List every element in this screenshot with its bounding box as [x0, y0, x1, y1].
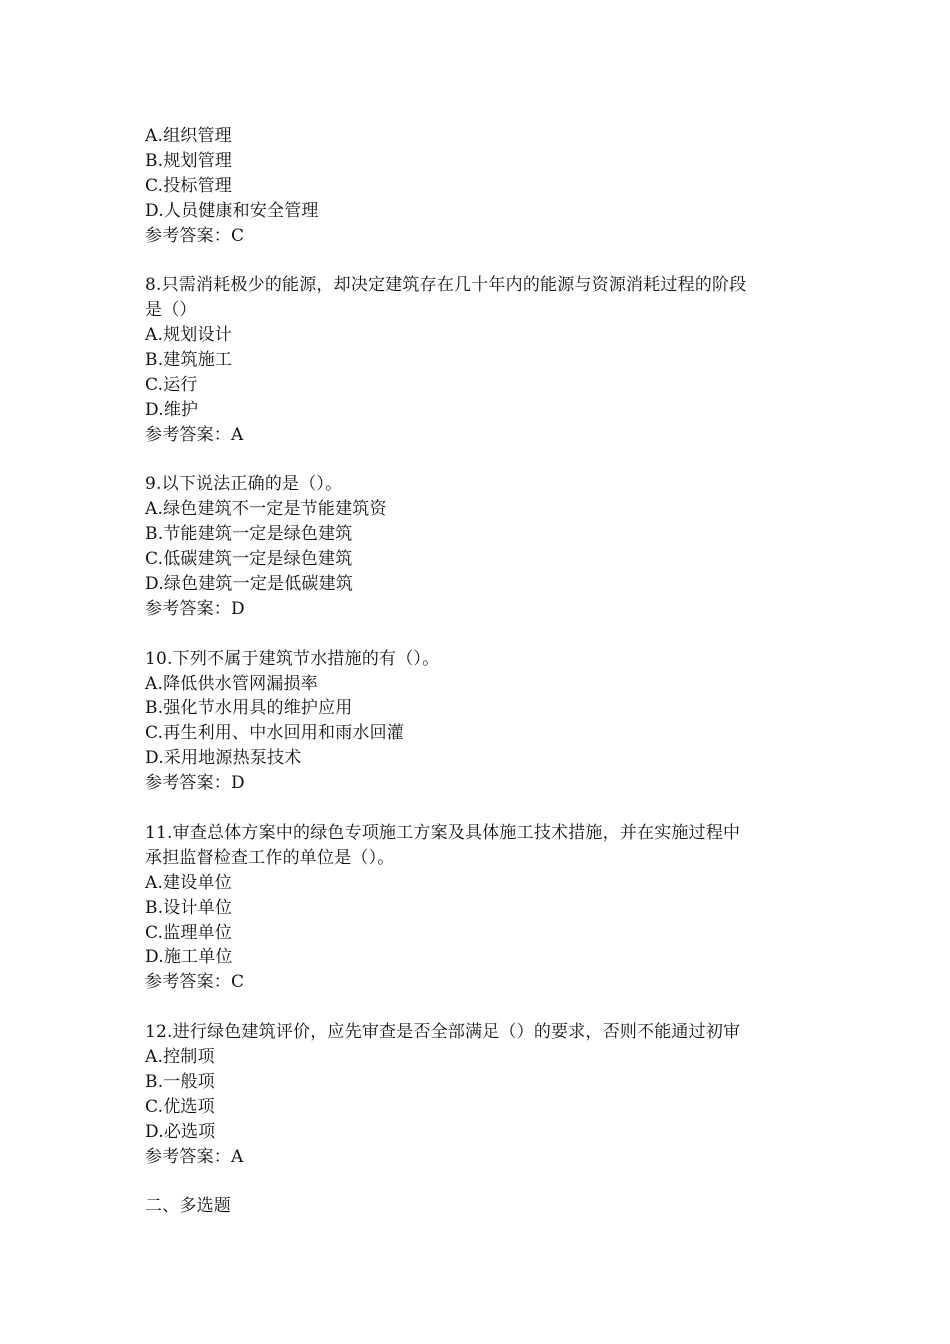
option-c: C.再生利用、中水回用和雨水回灌	[145, 723, 405, 744]
option-c: C.优选项	[145, 1096, 215, 1117]
option-d: D.绿色建筑一定是低碳建筑	[145, 574, 354, 595]
option-d: D.采用地源热泵技术	[145, 748, 302, 769]
question-12	[145, 1020, 825, 1169]
option-c: C.低碳建筑一定是绿色建筑	[145, 549, 353, 570]
section-heading: 二、多选题	[145, 1196, 231, 1217]
option-a: A.规划设计	[145, 325, 232, 346]
option-a: A.建设单位	[145, 872, 232, 893]
option-b: B.设计单位	[145, 897, 233, 918]
option-d: D.必选项	[145, 1121, 216, 1142]
question-stem-continued: 承担监督检查工作的单位是（）。	[145, 847, 395, 868]
reference-answer: 参考答案：A	[145, 424, 244, 445]
option-b: B.建筑施工	[145, 350, 233, 371]
option-b: B.强化节水用具的维护应用	[145, 698, 353, 719]
option-a: A.绿色建筑不一定是节能建筑资	[145, 499, 387, 520]
reference-answer: 参考答案：C	[145, 225, 245, 246]
option-b: B.节能建筑一定是绿色建筑	[145, 524, 353, 545]
option-b: B.一般项	[145, 1071, 215, 1092]
reference-answer: 参考答案：A	[145, 1146, 244, 1167]
question-stem: 10.下列不属于建筑节水措施的有（）。	[145, 648, 440, 669]
question-10	[145, 647, 825, 796]
question-stem-continued: 是（）	[145, 300, 197, 321]
question-stem: 11.审查总体方案中的绿色专项施工方案及具体施工技术措施，并在实施过程中	[145, 822, 741, 843]
option-c: C.投标管理	[145, 175, 233, 196]
option-c: C.运行	[145, 374, 198, 395]
question-7-tail	[145, 124, 825, 248]
question-stem: 12.进行绿色建筑评价，应先审查是否全部满足（）的要求，否则不能通过初审	[145, 1022, 741, 1043]
option-a: A.组织管理	[145, 126, 232, 146]
question-8	[145, 273, 825, 447]
option-b: B.规划管理	[145, 150, 233, 171]
reference-answer: 参考答案：C	[145, 972, 245, 993]
reference-answer: 参考答案：D	[145, 598, 245, 619]
option-c: C.监理单位	[145, 922, 233, 943]
option-d: D.人员健康和安全管理	[145, 200, 319, 221]
reference-answer: 参考答案：D	[145, 773, 245, 794]
document-page	[145, 124, 825, 1219]
option-a: A.降低供水管网漏损率	[145, 673, 318, 694]
option-a: A.控制项	[145, 1046, 215, 1067]
option-d: D.维护	[145, 399, 199, 420]
option-d: D.施工单位	[145, 947, 233, 968]
question-stem: 9.以下说法正确的是（）。	[145, 474, 343, 495]
question-stem: 8.只需消耗极少的能源，却决定建筑存在几十年内的能源与资源消耗过程的阶段	[145, 275, 747, 296]
question-11	[145, 821, 825, 995]
question-9	[145, 472, 825, 621]
